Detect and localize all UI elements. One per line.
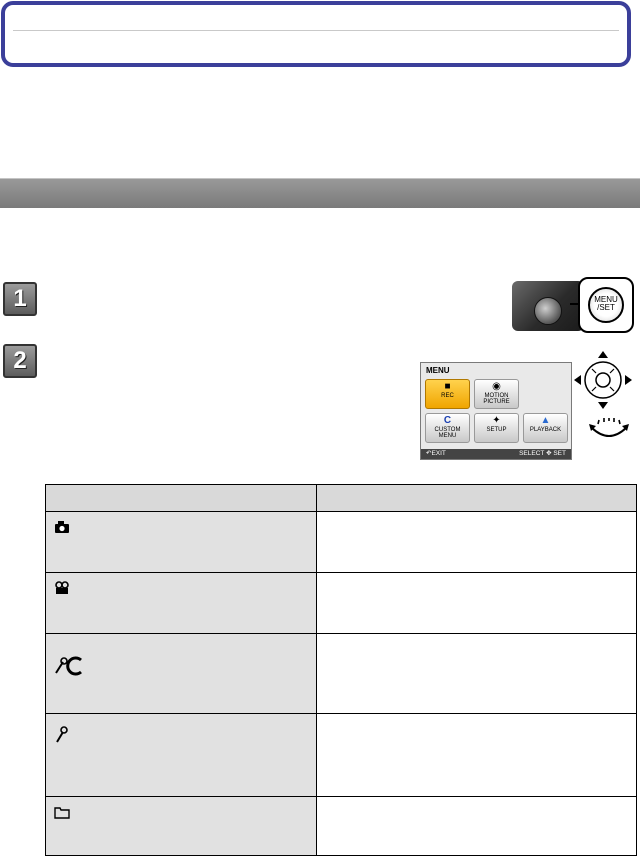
section-header-bar [0,178,640,208]
menu-set-label-2: /SET [597,303,615,313]
menu-tile-custom-label: CUSTOM MENU [434,427,461,439]
menu-tile-rec-label: REC [441,393,454,399]
table-cell-menu [46,512,317,573]
table-cell-menu [46,573,317,634]
table-header-row [46,485,637,512]
table-cell-menu [46,634,317,714]
rear-dial-icon [588,418,630,442]
menu-set-label-1: MENU [594,295,618,304]
menu-set-button-callout [578,277,634,333]
custom-menu-icon [54,656,316,676]
table-cell-description [317,634,637,714]
table-cell-description [317,797,637,856]
table-cell-description [317,714,637,797]
table-row [46,797,637,856]
menu-tile-motion-picture [474,379,519,409]
cursor-buttons-icon: ✥ [546,450,552,457]
camera-body [512,281,584,331]
step-2-badge: 2 [3,344,37,378]
camera-illustration [510,277,640,333]
table-cell-menu [46,797,317,856]
camera-icon: ■ [444,381,451,392]
playback-folder-icon [54,805,316,819]
title-box [1,1,631,67]
camera-knob [534,297,562,325]
rec-camera-icon [54,520,316,534]
wrench-c-icon: C [443,415,452,426]
return-icon: ↶ [426,450,432,457]
set-label: SET [553,450,566,457]
table-row [46,634,637,714]
wrench-icon: ✦ [492,415,501,426]
movie-camera-icon: ◉ [492,381,501,392]
table-cell-description [317,512,637,573]
menu-tile-rec [425,379,470,409]
playback-icon: ▲ [540,415,551,426]
menu-screen [420,362,572,460]
exit-label: EXIT [431,450,446,457]
cursor-buttons-icon [572,349,634,411]
menu-tile-setup [474,413,519,443]
menu-tile-motion-label: MOTION PICTURE [483,393,510,405]
title-divider [13,30,619,31]
table-cell-description [317,573,637,634]
table-header-cell [46,485,317,512]
menu-screen-footer [421,449,571,459]
table-row [46,512,637,573]
table-row [46,714,637,797]
menu-set-button [588,287,624,323]
table-row [46,573,637,634]
menu-tile-playback [523,413,568,443]
menu-tile-playback-label: PLAYBACK [529,427,562,433]
select-label: SELECT [519,450,545,457]
table-cell-menu [46,714,317,797]
setup-wrench-icon [54,726,316,744]
menu-screen-title: MENU [426,366,450,375]
step-1-badge: 1 [3,282,37,316]
motion-picture-icon [54,581,316,595]
menu-tile-custom-menu [425,413,470,443]
menu-tile-setup-label: SETUP [486,427,507,433]
table-header-cell [317,485,637,512]
menu-table [45,484,637,856]
